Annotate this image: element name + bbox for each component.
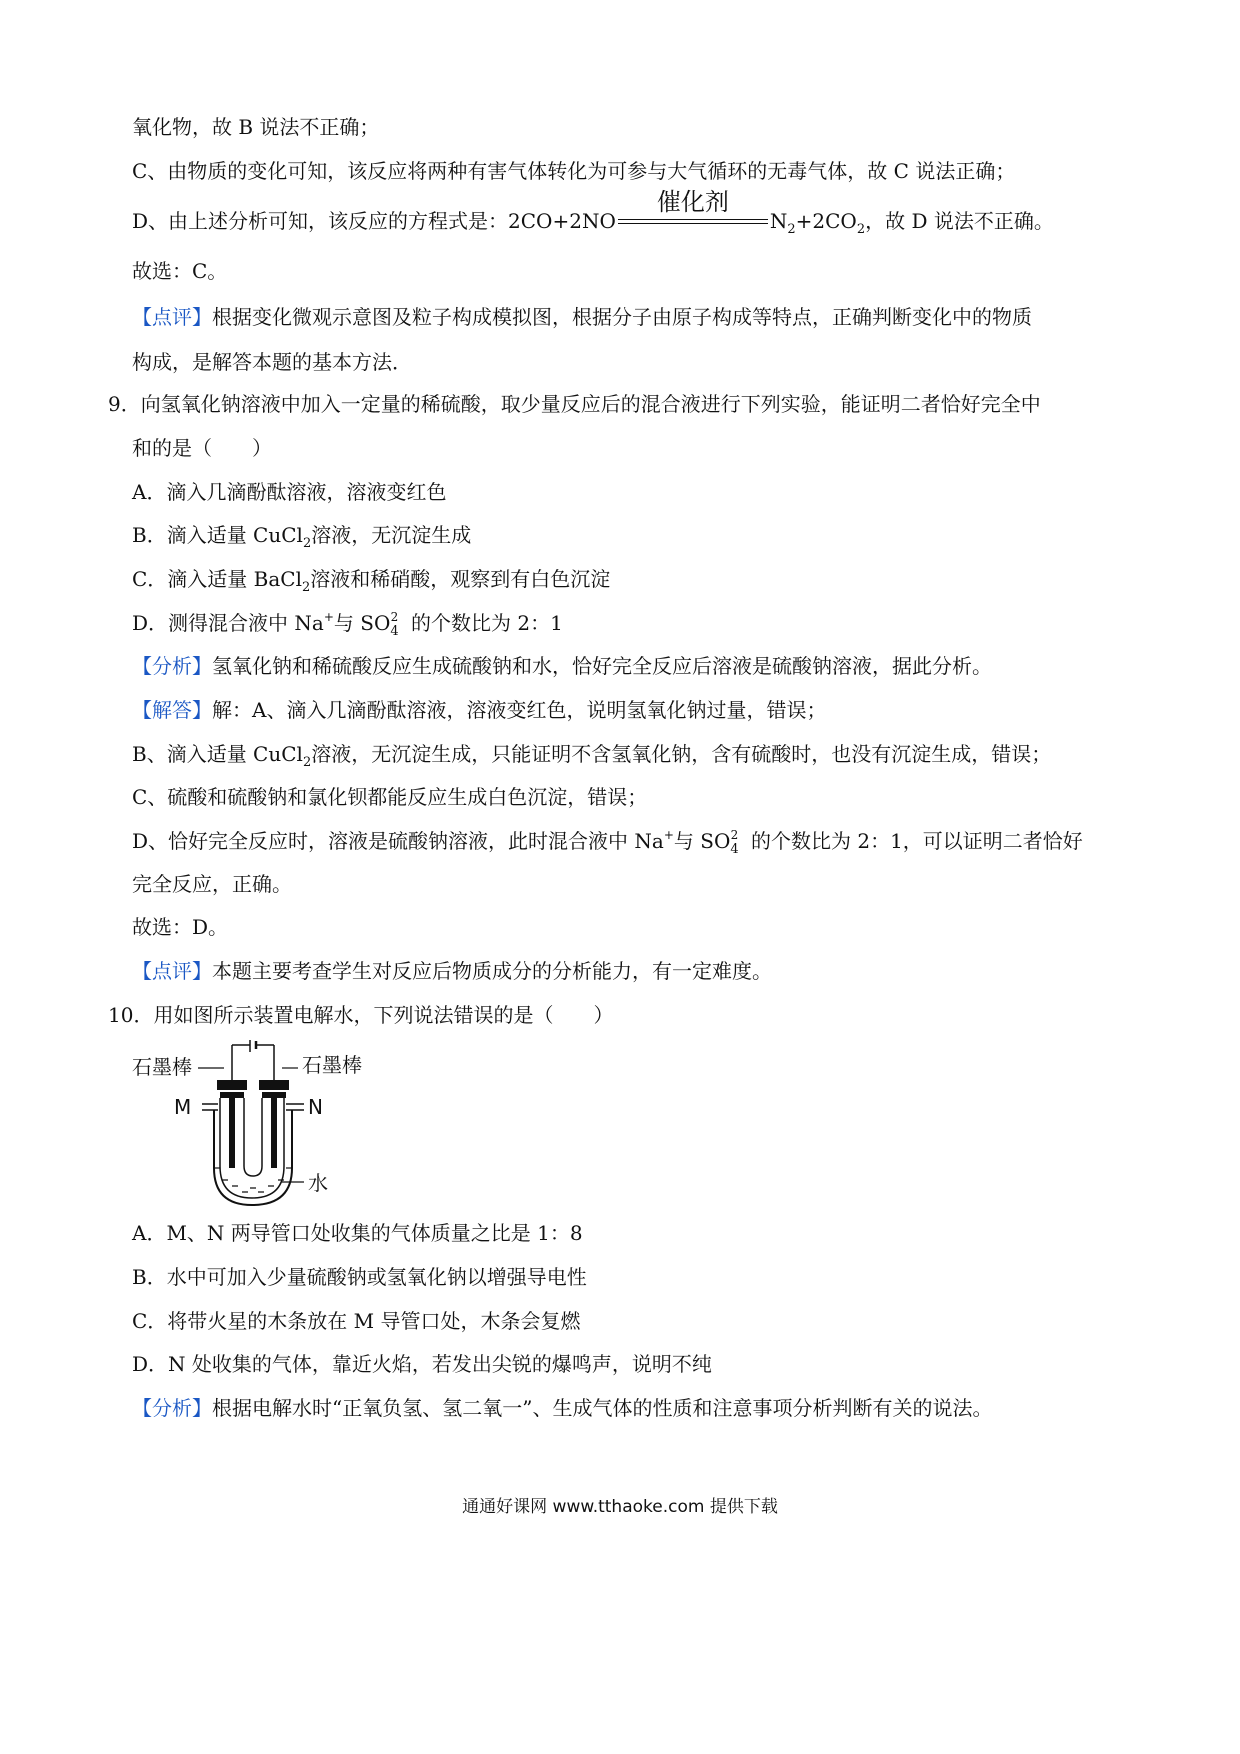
electrolysis-diagram	[132, 1040, 382, 1220]
water-label: 水	[308, 1171, 328, 1195]
text-line: 氧化物，故 B 说法不正确；	[132, 115, 380, 139]
comment-line: 【点评】本题主要考查学生对反应后物质成分的分析能力，有一定难度。	[132, 959, 772, 983]
text-line: 构成，是解答本题的基本方法．	[132, 350, 412, 374]
answer-line: 故选：C。	[132, 259, 228, 283]
equation-line: D、由上述分析可知，该反应的方程式是：2CO+2NO 催化剂 $N_2+2CO_2$，故 D 说法不正确。	[132, 188, 1054, 237]
catalyst-arrow: 催化剂	[618, 208, 768, 234]
analysis-tag: 【分析】	[132, 1396, 212, 1420]
answer-line: 故选：D。	[132, 915, 229, 939]
comment-tag: 【点评】	[132, 305, 212, 329]
question-9: 9．向氢氧化钠溶液中加入一定量的稀硫酸，取少量反应后的混合液进行下列实验，能证明二者恰好完全中	[108, 392, 1041, 416]
option-b: B．滴入适量 CuCl$_2$溶液，无沉淀生成	[132, 523, 472, 551]
text-line: C、由物质的变化可知，该反应将两种有害气体转化为可参与大气循环的无毒气体，故 C 说法正确；	[132, 159, 1016, 183]
solution-line: 完全反应，正确。	[132, 872, 292, 896]
right-rod-label: 石墨棒	[302, 1053, 362, 1077]
solution-line: 【解答】解：A、滴入几滴酚酞溶液，溶液变红色，说明氢氧化钠过量，错误；	[132, 698, 827, 722]
option-c: C．滴入适量 BaCl$_2$溶液和稀硝酸，观察到有白色沉淀	[132, 567, 611, 595]
solution-line: D、恰好完全反应时，溶液是硫酸钠溶液，此时混合液中 Na+与 $SO_4^2$ 的个数比为 2：1，可以证明二者恰好	[132, 828, 1083, 857]
page-footer: 通通好课网 www.tthaoke.com 提供下载	[462, 1497, 778, 1517]
analysis-tag: 【分析】	[132, 654, 212, 678]
analysis-line: 【分析】氢氧化钠和稀硫酸反应生成硫酸钠和水，恰好完全反应后溶液是硫酸钠溶液，据此分析。	[132, 654, 992, 678]
option-a: A．M、N 两导管口处收集的气体质量之比是 1：8	[132, 1221, 583, 1245]
option-c: C．将带火星的木条放在 M 导管口处，木条会复燃	[132, 1309, 581, 1333]
solution-line: C、硫酸和硫酸钠和氯化钡都能反应生成白色沉淀，错误；	[132, 785, 648, 809]
n-label: N	[308, 1095, 323, 1119]
question-10: 10．用如图所示装置电解水，下列说法错误的是（ ）	[108, 1003, 614, 1027]
solution-tag: 【解答】	[132, 698, 212, 722]
text-line: 和的是（ ）	[132, 436, 272, 460]
comment-line: 【点评】根据变化微观示意图及粒子构成模拟图，根据分子由原子构成等特点，正确判断变化中的物质	[132, 305, 1032, 329]
analysis-line: 【分析】根据电解水时“正氧负氢、氢二氧一”、生成气体的性质和注意事项分析判断有关的说法。	[132, 1396, 993, 1420]
option-d: D．测得混合液中 Na+与 $SO_4^2$ 的个数比为 2：1	[132, 610, 563, 639]
left-rod-label: 石墨棒	[132, 1055, 192, 1079]
option-a: A．滴入几滴酚酞溶液，溶液变红色	[132, 480, 447, 504]
option-d: D．N 处收集的气体，靠近火焰，若发出尖锐的爆鸣声，说明不纯	[132, 1352, 712, 1376]
m-label: M	[174, 1095, 192, 1119]
solution-line: B、滴入适量 CuCl$_2$溶液，无沉淀生成，只能证明不含氢氧化钠，含有硫酸时，也没有沉淀生成，错误；	[132, 742, 1052, 770]
comment-tag: 【点评】	[132, 959, 212, 983]
option-b: B．水中可加入少量硫酸钠或氢氧化钠以增强导电性	[132, 1265, 587, 1289]
